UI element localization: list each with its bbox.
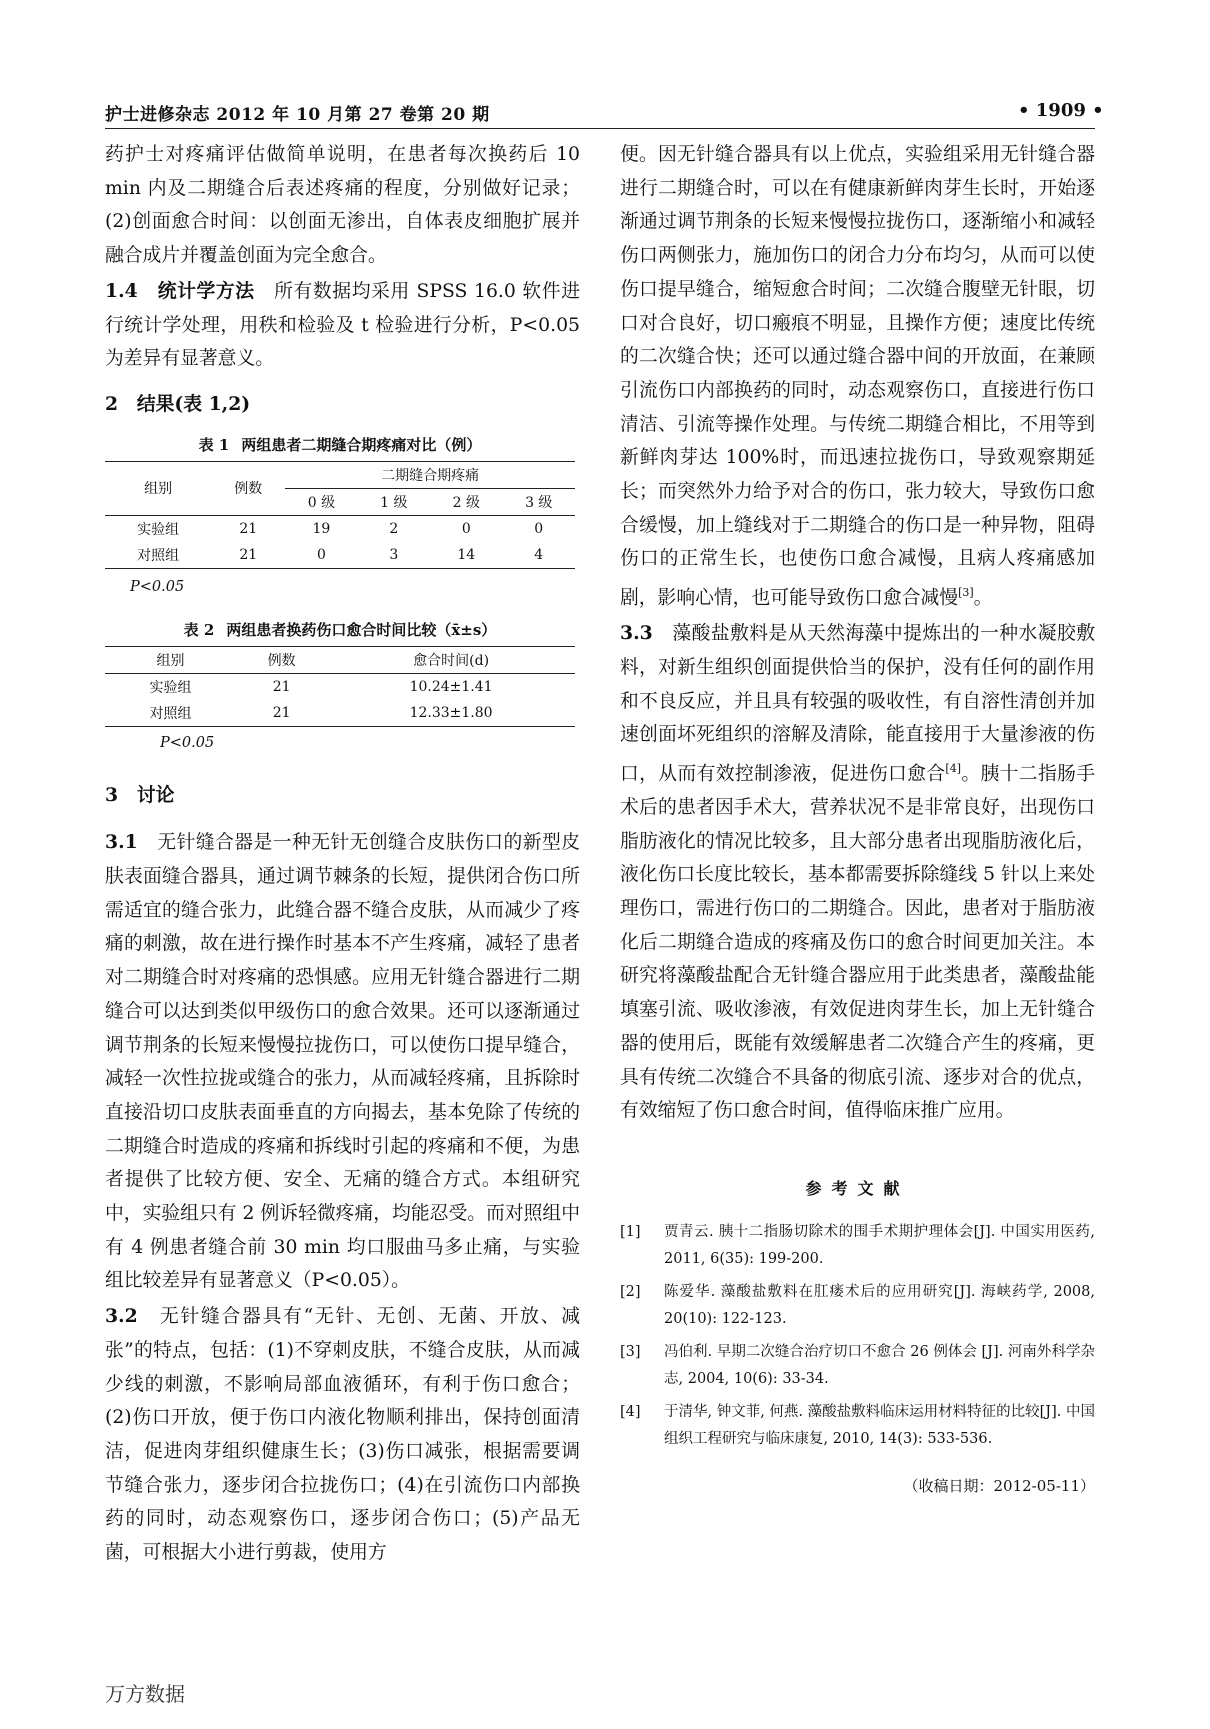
- table-2-grid: [105, 646, 575, 727]
- intro-paragraph: 药护士对疼痛评估做简单说明，在患者每次换药后 10 min 内及二期缝合后表述疼痛的程度，分别做好记录；(2)创面愈合时间：以创面无渗出，自体表皮细胞扩展并融合成片并覆盖创面为完全愈合。: [105, 144, 580, 267]
- section-3-2-body: 无针缝合器具有“无针、无创、无菌、开放、减张”的特点，包括：(1)不穿刺皮肤，不缝合皮肤，从而减少线的刺激，不影响局部血液循环，有利于伤口愈合；(2)伤口开放，便于伤口内液化物顺利排出，保持创面清洁，促进肉芽组织健康生长；(3)伤口减张，根据需要调节缝合张力，逐步闭合拉拢伤口；(4)在引流伤口内部换药的同时，动态观察伤口，逐步闭合伤口；(5)产品无菌，可根据大小进行剪裁，使用方: [105, 1306, 580, 1564]
- table-1-subheader: 0 级: [307, 494, 336, 511]
- table-2-number: 表 2: [183, 620, 215, 639]
- table-1-note: P<0.05: [130, 578, 185, 595]
- table-row: [105, 515, 575, 542]
- right-column: [620, 138, 1095, 1496]
- table-cell: 对照组: [149, 705, 192, 722]
- table-2: [105, 619, 580, 751]
- table-cell: 0: [534, 520, 544, 537]
- section-2-heading: 2 结果(表 1,2): [105, 392, 251, 415]
- section-3-heading: 3 讨论: [105, 783, 175, 806]
- table-1-header-group: 组别: [105, 461, 211, 515]
- table-cell: 14: [457, 546, 476, 563]
- table-1-subheader: 2 级: [452, 494, 480, 511]
- table-cell: 4: [534, 546, 544, 563]
- table-1-subheader: 3 级: [525, 494, 553, 511]
- reference-text: 贾青云. 胰十二指肠切除术的围手术期护理体会[J]. 中国实用医药, 2011, 6(35): 199-200.: [664, 1223, 1095, 1267]
- citation: [4]: [945, 761, 962, 775]
- table-cell: 21: [239, 546, 258, 563]
- table-2-header: 组别: [156, 652, 185, 669]
- table-1-title: 两组患者二期缝合期疼痛对比（例）: [241, 435, 482, 454]
- references-list: [620, 1219, 1095, 1453]
- table-2-header: 例数: [267, 652, 296, 669]
- continued-paragraph-end: 。: [973, 587, 993, 609]
- section-1-4: [105, 275, 580, 376]
- table-2-title: 两组患者换药伤口愈合时间比较（x̄±s）: [226, 620, 497, 639]
- section-3-3-body-b: 。胰十二指肠手术后的患者因手术大，营养状况不是非常良好，出现伤口脂肪液化的情况比较多，且大部分患者出现脂肪液化后，液化伤口长度比较长，基本都需要拆除缝线 5 针以上来处理伤口，需进行伤口的二期缝合。因此，患者对于脂肪液化后二期缝合造成的疼痛及伤口的愈合时间更加关注。本研究将藻酸盐配合无针缝合器应用于此类患者，藻酸盐能填塞引流、吸收渗液，有效促进肉芽生长，加上无针缝合器的使用后，既能有效缓解患者二次缝合产生的疼痛，更具有传统二次缝合不具备的彻底引流、逐步对合的优点，有效缩短了伤口愈合时间，值得临床推广应用。: [620, 763, 1096, 1122]
- table-2-header: 愈合时间(d): [413, 652, 490, 669]
- page-number: • 1909 •: [1018, 100, 1104, 121]
- watermark: 万方数据: [105, 1682, 185, 1706]
- section-3-1-heading: 3.1: [105, 831, 138, 854]
- table-cell: 对照组: [137, 547, 180, 564]
- table-cell: 21: [272, 678, 291, 695]
- list-item: [620, 1339, 1095, 1393]
- table-row: [105, 542, 575, 569]
- reference-number: [3]: [620, 1343, 641, 1360]
- table-1-header-span: 二期缝合期疼痛: [285, 461, 575, 488]
- reference-text: 陈爱华. 藻酸盐敷料在肛瘘术后的应用研究[J]. 海峡药学, 2008, 20(10): 122-123.: [664, 1283, 1095, 1327]
- table-cell: 12.33±1.80: [409, 704, 493, 721]
- continued-paragraph-body: 便。因无针缝合器具有以上优点，实验组采用无针缝合器进行二期缝合时，可以在有健康新鲜肉芽生长时，开始逐渐通过调节荆条的长短来慢慢拉拢伤口，逐渐缩小和减轻伤口两侧张力，施加伤口的闭合力分布均匀，从而可以使伤口提早缝合，缩短愈合时间；二次缝合腹壁无针眼，切口对合良好，切口瘢痕不明显，且操作方便；速度比传统的二次缝合快；还可以通过缝合器中间的开放面，在兼顾引流伤口内部换药的同时，动态观察伤口，直接进行伤口清洁、引流等操作处理。与传统二期缝合相比，不用等到新鲜肉芽达 100%时，而迅速拉拢伤口，导致观察期延长；而突然外力给予对合的伤口，张力较大，导致伤口愈合缓慢，加上缝线对于二期缝合的伤口是一种异物，阻碍伤口的正常生长，也使伤口愈合减慢，且病人疼痛感加剧，影响心情，也可能导致伤口愈合减慢: [620, 144, 1095, 609]
- table-cell: 实验组: [137, 521, 180, 538]
- section-3-1-body: 无针缝合器是一种无针无创缝合皮肤伤口的新型皮肤表面缝合器具，通过调节棘条的长短，提供闭合伤口所需适宜的缝合张力，此缝合器不缝合皮肤，从而减少了疼痛的刺激，故在进行操作时基本不产生疼痛，减轻了患者对二期缝合时对疼痛的恐惧感。应用无针缝合器进行二期缝合可以达到类似甲级伤口的愈合效果。还可以逐渐通过调节荆条的长短来慢慢拉拢伤口，可以使伤口提早缝合，减轻一次性拉拢或缝合的张力，从而减轻疼痛，且拆除时直接沿切口皮肤表面垂直的方向揭去，基本免除了传统的二期缝合时造成的疼痛和拆线时引起的疼痛和不便，为患者提供了比较方便、安全、无痛的缝合方式。本组研究中，实验组只有 2 例诉轻微疼痛，均能忍受。而对照组中有 4 例患者缝合前 30 min 均口服曲马多止痛，与实验组比较差异有显著意义（P<0.05）。: [105, 832, 581, 1292]
- section-3-2-heading: 3.2: [105, 1305, 138, 1328]
- reference-number: [2]: [620, 1283, 641, 1300]
- table-1-grid: [105, 461, 575, 569]
- list-item: [620, 1399, 1095, 1453]
- reference-number: [1]: [620, 1223, 641, 1240]
- table-1: [105, 434, 580, 595]
- section-3-3: [620, 617, 1095, 1128]
- references-title: 参考文献: [805, 1178, 910, 1198]
- table-cell: 19: [312, 520, 331, 537]
- list-item: [620, 1219, 1095, 1273]
- reference-text: 冯伯利. 早期二次缝合治疗切口不愈合 26 例体会 [J]. 河南外科学杂志, 2004, 10(6): 33-34.: [664, 1343, 1095, 1387]
- section-3-2: [105, 1300, 580, 1570]
- section-1-4-body: 所有数据均采用 SPSS 16.0 软件进行统计学处理，用秩和检验及 t 检验进行分析，P<0.05 为差异有显著意义。: [105, 280, 580, 370]
- section-3-3-heading: 3.3: [620, 622, 653, 645]
- citation: [3]: [958, 586, 974, 600]
- reference-text: 于清华, 钟文菲, 何燕. 藻酸盐敷料临床运用材料特征的比较[J]. 中国组织工程研究与临床康复, 2010, 14(3): 533-536.: [664, 1403, 1095, 1447]
- journal-header: 护士进修杂志 2012 年 10 月第 27 卷第 20 期: [105, 105, 490, 125]
- table-cell: 3: [389, 546, 399, 563]
- table-1-header-count: 例数: [211, 461, 285, 515]
- header-rule: [105, 128, 1095, 129]
- table-2-note: P<0.05: [160, 734, 215, 751]
- table-cell: 实验组: [149, 679, 192, 696]
- table-1-number: 表 1: [198, 435, 230, 454]
- section-1-4-heading: 1.4 统计学方法: [105, 279, 255, 302]
- section-3-1: [105, 826, 580, 1298]
- table-cell: 21: [239, 520, 258, 537]
- table-cell: 2: [389, 520, 399, 537]
- continued-paragraph: [620, 138, 1095, 615]
- table-cell: 21: [272, 704, 291, 721]
- reference-number: [4]: [620, 1403, 641, 1420]
- list-item: [620, 1279, 1095, 1333]
- table-1-subheader: 1 级: [380, 494, 408, 511]
- table-cell: 0: [316, 546, 326, 563]
- table-cell: 0: [461, 520, 471, 537]
- left-column: [105, 138, 580, 1570]
- table-cell: 10.24±1.41: [409, 678, 493, 695]
- table-2-caption: [105, 619, 575, 640]
- table-row: [105, 700, 575, 727]
- received-date: （收稿日期：2012-05-11）: [903, 1476, 1095, 1495]
- table-row: [105, 673, 575, 700]
- table-1-caption: [105, 434, 575, 455]
- section-3-3-body-a: 藻酸盐敷料是从天然海藻中提炼出的一种水凝胶敷料，对新生组织创面提供恰当的保护，没有任何的副作用和不良反应，并且具有较强的吸收性，有自溶性清创并加速创面坏死组织的溶解及清除，能直接用于大量渗液的伤口，从而有效控制渗液，促进伤口愈合: [620, 623, 1096, 785]
